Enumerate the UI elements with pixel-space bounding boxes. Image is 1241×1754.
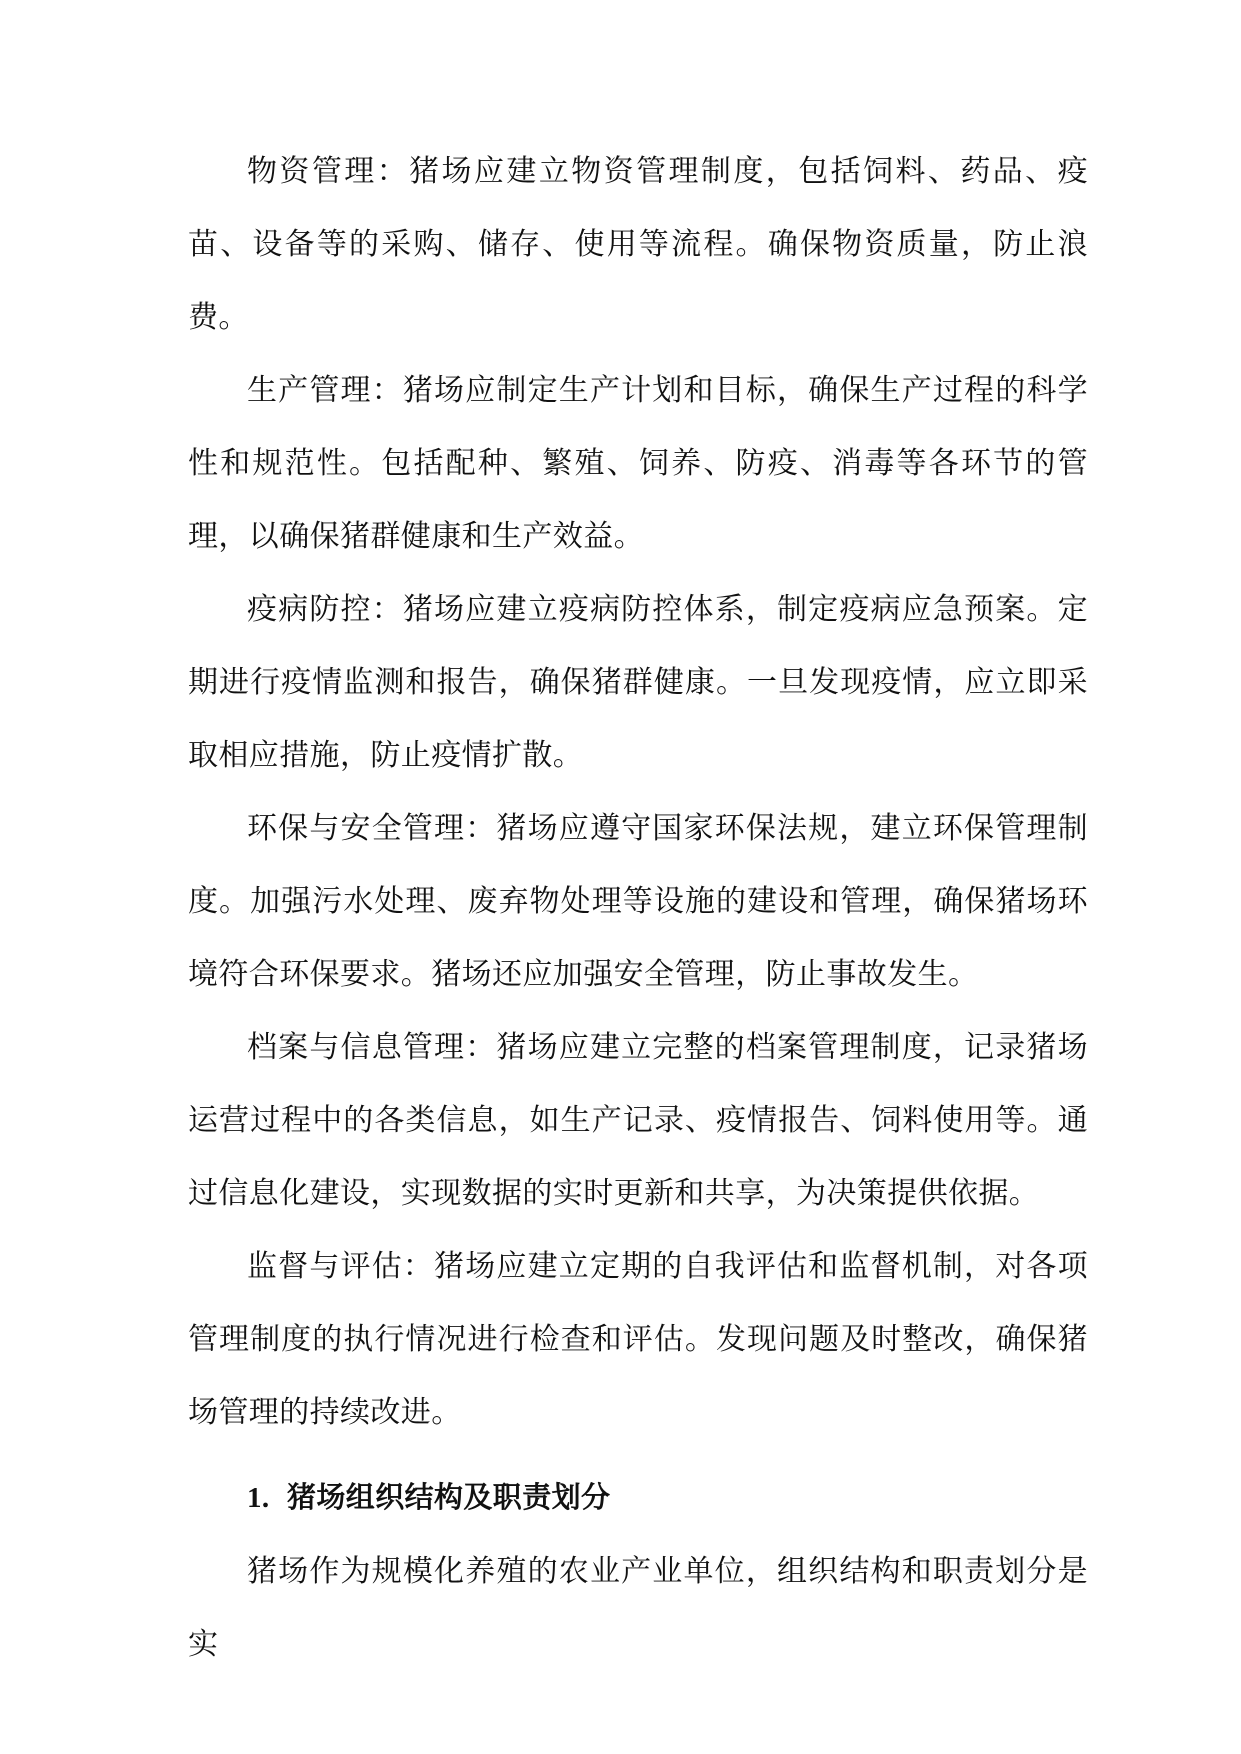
paragraph-material-management: 物资管理：猪场应建立物资管理制度，包括饲料、药品、疫苗、设备等的采购、储存、使用等流程。确保物资质量，防止浪费。 (188, 154, 1088, 335)
paragraph-records-information: 档案与信息管理：猪场应建立完整的档案管理制度，记录猪场运营过程中的各类信息，如生产记录、疫情报告、饲料使用等。通过信息化建设，实现数据的实时更新和共享，为决策提供依据。 (188, 1030, 1088, 1211)
section-heading (188, 1461, 1088, 1535)
paragraph-production-management: 生产管理：猪场应制定生产计划和目标，确保生产过程的科学性和规范性。包括配种、繁殖、饲养、防疫、消毒等各环节的管理，以确保猪群健康和生产效益。 (188, 373, 1088, 554)
paragraph-supervision-evaluation: 监督与评估：猪场应建立定期的自我评估和监督机制，对各项管理制度的执行情况进行检查和评估。发现问题及时整改，确保猪场管理的持续改进。 (188, 1249, 1088, 1430)
document-body (188, 135, 1088, 1681)
section-number: 1. (247, 1482, 270, 1514)
paragraph-environment-safety: 环保与安全管理：猪场应遵守国家环保法规，建立环保管理制度。加强污水处理、废弃物处理等设施的建设和管理，确保猪场环境符合环保要求。猪场还应加强安全管理，防止事故发生。 (188, 811, 1088, 992)
paragraph-organization-intro: 猪场作为规模化养殖的农业产业单位，组织结构和职责划分是实 (188, 1554, 1088, 1662)
paragraph-disease-control: 疫病防控：猪场应建立疫病防控体系，制定疫病应急预案。定期进行疫情监测和报告，确保猪群健康。一旦发现疫情，应立即采取相应措施，防止疫情扩散。 (188, 592, 1088, 773)
section-title: 猪场组织结构及职责划分 (287, 1480, 611, 1514)
